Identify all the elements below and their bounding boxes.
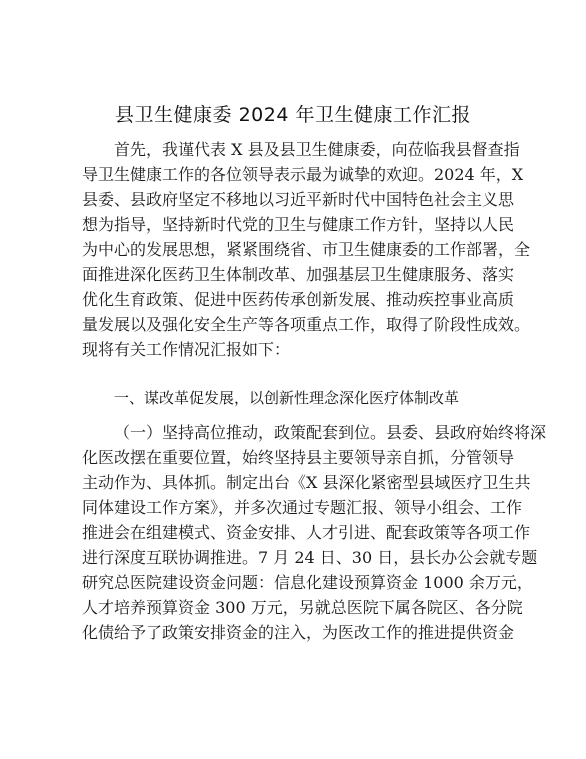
section-line: 进行深度互联协调推进。7 月 24 日、30 日，县长办公会就专题 bbox=[82, 548, 538, 567]
intro-line: 现将有关工作情况汇报如下： bbox=[82, 340, 291, 359]
section-line: 化医改摆在重要位置，始终坚持县主要领导亲自抓，分管领导 bbox=[82, 448, 515, 467]
section-line: 人才培养预算资金 300 万元，另就总医院下属各院区、各分院 bbox=[82, 598, 523, 617]
section-line: （一）坚持高位推动，政策配套到位。县委、县政府始终将深 bbox=[114, 423, 547, 442]
intro-line: 想为指导，坚持新时代党的卫生与健康工作方针，坚持以人民 bbox=[82, 215, 515, 234]
intro-line: 面推进深化医药卫生体制改革、加强基层卫生健康服务、落实 bbox=[82, 265, 515, 284]
intro-line: 导卫生健康工作的各位领导表示最为诚挚的欢迎。2024 年，X bbox=[82, 165, 524, 184]
section-heading: 一、谋改革促发展，以创新性理念深化医疗体制改革 bbox=[114, 389, 460, 407]
intro-paragraph bbox=[82, 137, 531, 362]
section-line: 同体建设工作方案》，并多次通过专题汇报、领导小组会、工作 bbox=[82, 498, 523, 517]
document-title: 县卫生健康委 2024 年卫生健康工作汇报 bbox=[115, 104, 471, 126]
intro-line: 为中心的发展思想，紧紧围绕省、市卫生健康委的工作部署，全 bbox=[82, 240, 531, 259]
section-line: 化债给予了政策安排资金的注入，为医改工作的推进提供资金 bbox=[82, 623, 515, 642]
section-line: 推进会在组建模式、资金安排、人才引进、配套政策等各项工作 bbox=[82, 523, 531, 542]
intro-line: 优化生育政策、促进中医药传承创新发展、推动疾控事业高质 bbox=[82, 290, 515, 309]
section-line: 研究总医院建设资金问题：信息化建设预算资金 1000 余万元， bbox=[82, 573, 533, 592]
intro-line: 首先，我谨代表 X 县及县卫生健康委，向莅临我县督查指 bbox=[114, 140, 520, 159]
intro-line: 量发展以及强化安全生产等各项重点工作，取得了阶段性成效。 bbox=[82, 315, 531, 334]
section-paragraph bbox=[82, 420, 547, 645]
section-line: 主动作为、具体抓。制定出台《X 县深化紧密型县域医疗卫生共 bbox=[82, 473, 531, 492]
intro-line: 县委、县政府坚定不移地以习近平新时代中国特色社会主义思 bbox=[82, 190, 515, 209]
